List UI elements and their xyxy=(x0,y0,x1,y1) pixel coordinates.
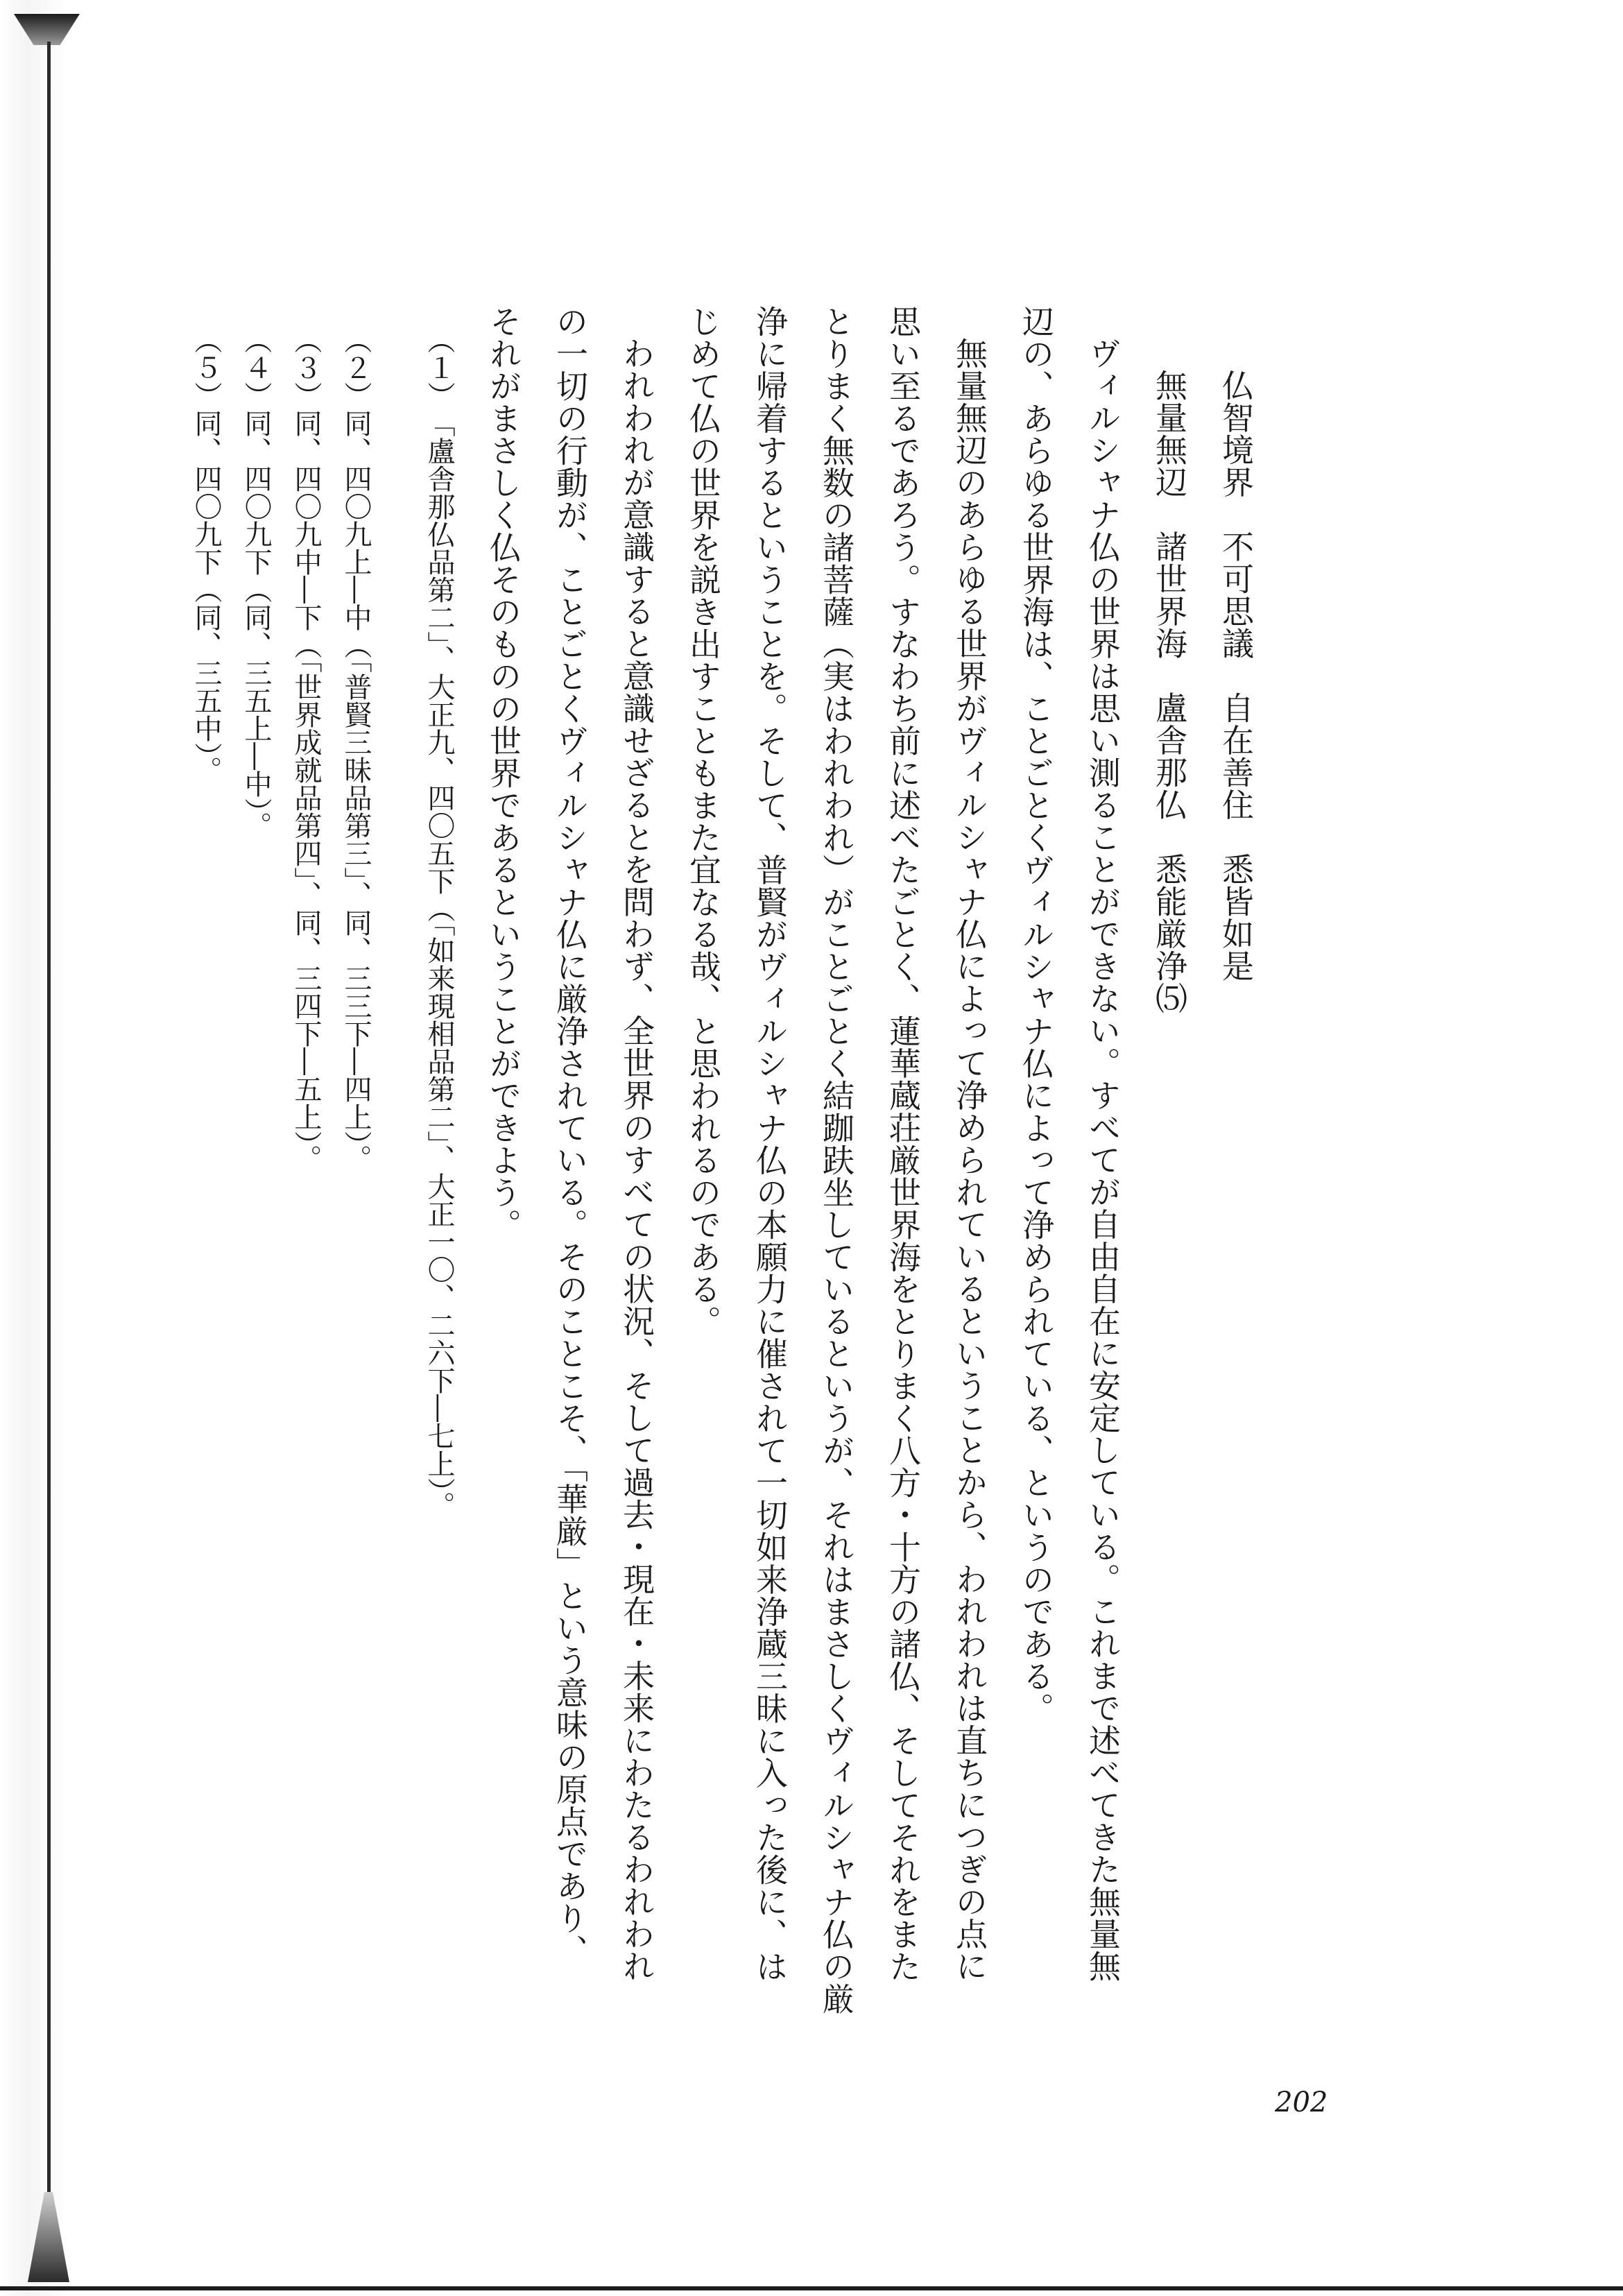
paragraph-1-line-2: 辺の、あらゆる世界海は、ことごとくヴィルシャナ仏によって浄められている、というのである。 xyxy=(1017,305,1055,1724)
paragraph-1-line-1: ヴィルシャナ仏の世界は思い測ることができない。すべてが自由自在に安定している。これまで述べてきた無量無 xyxy=(1084,337,1122,1982)
footnote-3 xyxy=(270,326,320,1172)
footnote-marker: （３） xyxy=(290,326,322,409)
footnote-marker: （５） xyxy=(190,326,222,409)
verse-line-2: 無量無辺 諸世界海 盧舎那仏 悉能厳浄⑸ xyxy=(1151,369,1188,1014)
paragraph-3-line-3: それがまさしく仏そのものの世界であるということができよう。 xyxy=(485,305,522,1241)
binding-edge xyxy=(0,0,69,2296)
footnote-marker: （１） xyxy=(423,326,455,409)
footnote-2 xyxy=(320,326,370,1172)
binding-line xyxy=(47,42,51,2247)
footnote-marker: （４） xyxy=(240,326,272,409)
footnote-text: 同、四〇九下（同、三五中）。 xyxy=(190,409,222,784)
paragraph-2-line-3: とりまく無数の諸菩薩（実はわれわれ）がことごとく結跏趺坐しているというが、それはまさしくヴィルシャナ仏の厳 xyxy=(818,305,855,2015)
footnote-text: 同、四〇九下（同、三五上―中）。 xyxy=(240,409,272,839)
vertical-text-block xyxy=(170,305,1255,2025)
paragraph-2-line-1: 無量無辺のあらゆる世界がヴィルシャナ仏によって浄められているということから、われわれは直ちにつぎの点に xyxy=(951,337,988,1982)
footnote-marker: （２） xyxy=(340,326,372,409)
verse-line-1: 仏智境界 不可思議 自在善住 悉皆如是 xyxy=(1217,369,1255,982)
paragraph-2-line-5: じめて仏の世界を説き出すこともまた宜なる哉、と思われるのである。 xyxy=(685,305,722,1337)
footnote-1 xyxy=(403,326,453,1519)
paragraph-3-line-1: われわれが意識すると意識せざるとを問わず、全世界のすべての状況、そして過去・現在・未来にわたるわれわれ xyxy=(618,337,655,1982)
footnote-text: 同、四〇九上―中（「普賢三昧品第三」、同、三三下―四上）。 xyxy=(340,409,372,1172)
paragraph-2-line-4: 浄に帰着するということを。そして、普賢がヴィルシャナ仏の本願力に催されて一切如来浄蔵三昧に入った後に、は xyxy=(751,305,789,1982)
page-number: 202 xyxy=(1275,2087,1328,2118)
paragraph-2-line-2: 思い至るであろう。すなわち前に述べたごとく、蓮華蔵荘厳世界海をとりまく八方・十方の諸仏、そしてそれをまた xyxy=(884,305,922,1982)
footnote-text: 同、四〇九中―下（「世界成就品第四」、同、三四下―五上）。 xyxy=(290,409,322,1172)
footnote-5 xyxy=(170,326,220,784)
paragraph-3-line-2: の一切の行動が、ことごとくヴィルシャナ仏に厳浄されている。そのことこそ、「華厳」という意味の原点であり、 xyxy=(551,305,589,1967)
footnote-text: 「盧舎那仏品第二」、大正九、四〇五下（「如来現相品第二」、大正一〇、二六下―七上）。 xyxy=(423,409,455,1519)
footnote-4 xyxy=(220,326,270,839)
page-bottom-edge xyxy=(0,2286,1623,2290)
